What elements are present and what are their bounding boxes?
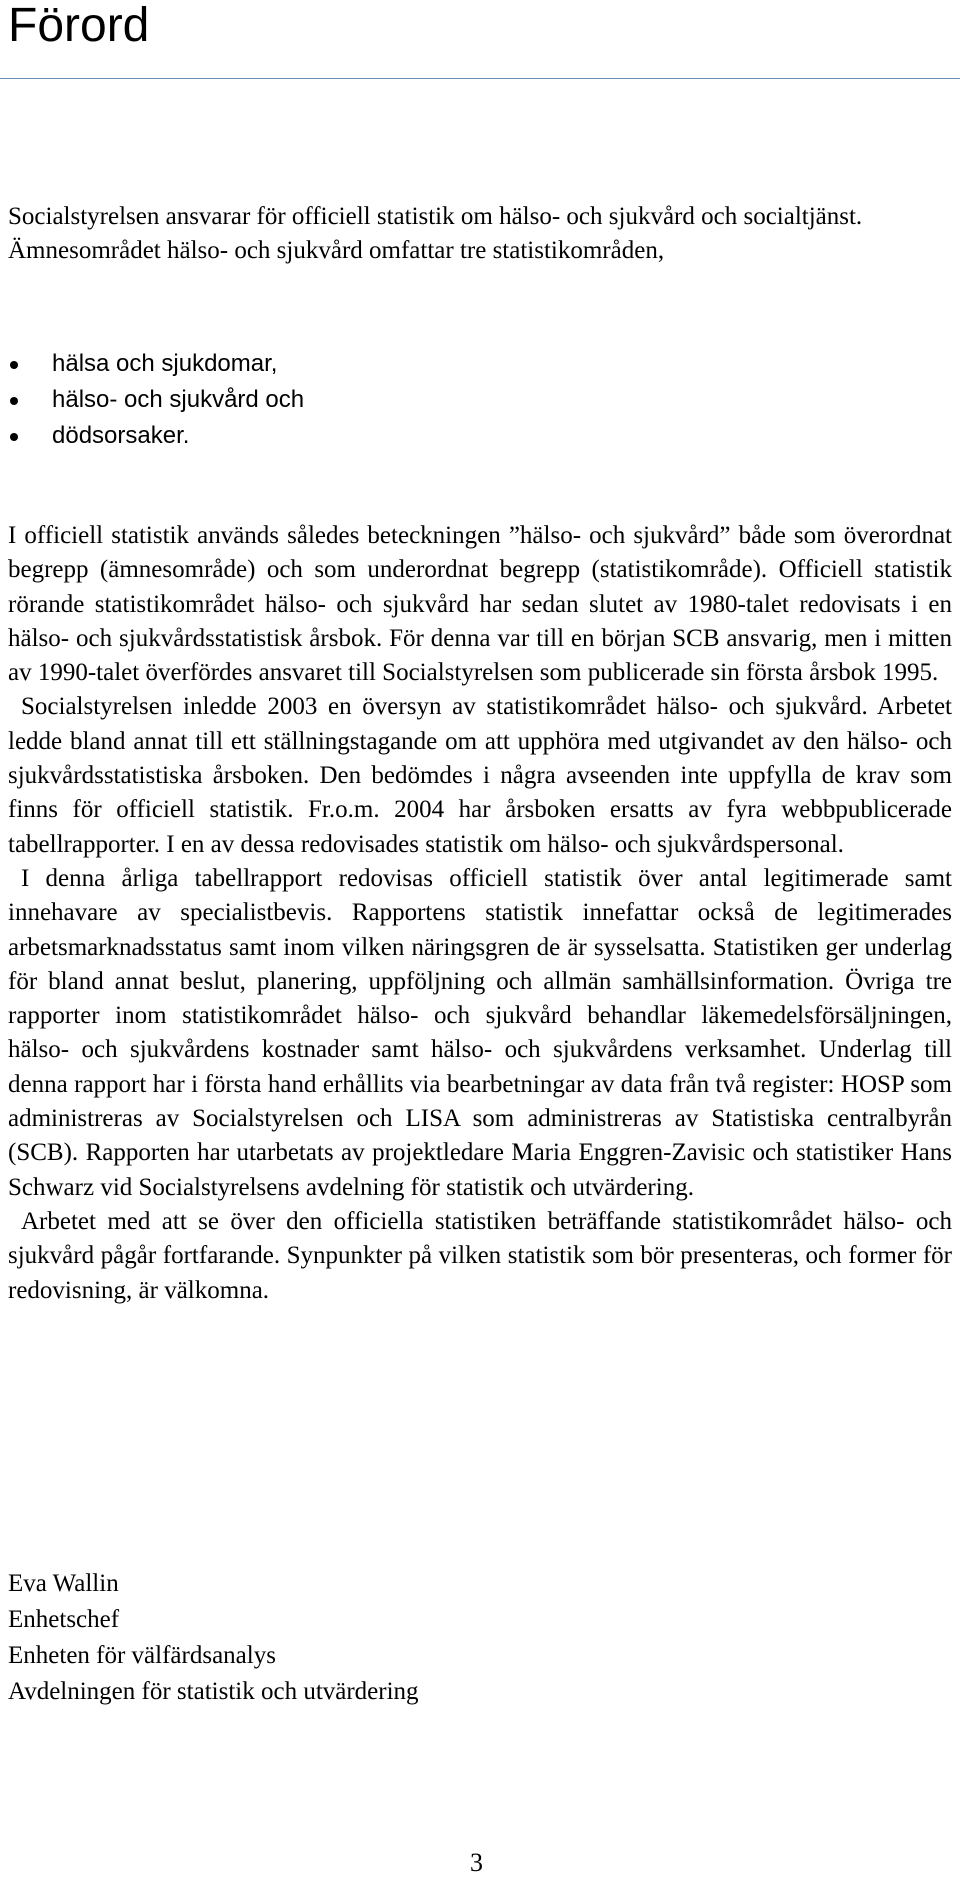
paragraph-report: I denna årliga tabellrapport redovisas officiell statistik över antal legitimerade samt innehavare av specialistbevis. Rapportens statistik innefattar också de legitimerades arbetsmarknadsstatus samt inom vilken näringsgren de är sysselsatta. Statistiken ger underlag för bland annat beslut, planering, uppföljning och allmän samhällsinformation. Övriga tre rapporter inom statistikområdet hälso- och sjukvård behandlar läkemedelsförsäljningen, hälso- och sjukvårdens kostnader samt hälso- och sjukvårdens verksamhet. Underlag till denna rapport har i första hand erhållits via bearbetningar av data från två register: HOSP som administreras av Socialstyrelsen och LISA som administreras av Statistiska centralbyrån (SCB). Rapporten har utarbetats av projektledare Maria Enggren-Zavisic och statistiker Hans Schwarz vid Socialstyrelsens avdelning för statistik och utvärdering. [8,864,952,1201]
list-item-text: hälsa och sjukdomar, [52,350,278,377]
intro-paragraph: Socialstyrelsen ansvarar för officiell statistik om hälso- och sjukvård och socialtjänst. Ämnesområdet hälso- och sjukvård omfattar tre statistikområden, [8,203,863,265]
list-item [8,382,304,418]
list-item-text: dödsorsaker. [52,422,190,449]
main-text [8,519,952,1308]
bullet-icon [10,397,18,405]
paragraph-terminology: I officiell statistik används således beteckningen ”hälso- och sjukvård” både som överordnat begrepp (ämnesområde) och som underordnat begrepp (statistikområde). Officiell statistik rörande statistikområdet hälso- och sjukvård har sedan slutet av 1980-talet redovisats i en hälso- och sjukvårdsstatistisk årsbok. För denna var till en början SCB ansvarig, men i mitten av 1990-talet överfördes ansvaret till Socialstyrelsen som publicerade sin första årsbok 1995. [8,522,952,687]
signature-unit: Enheten för välfärdsanalys [8,1642,276,1669]
intro-section [8,200,952,269]
list-item [8,418,304,454]
topic-list [8,346,304,454]
signature-role: Enhetschef [8,1606,120,1633]
bullet-icon [10,361,18,369]
bullet-icon [10,433,18,441]
list-item-text: hälso- och sjukvård och [52,386,305,413]
signature-name: Eva Wallin [8,1570,119,1597]
title-divider [0,78,960,79]
paragraph-ongoing: Arbetet med att se över den officiella statistiken beträffande statistikområdet hälso- och sjukvård pågår fortfarande. Synpunkter på vilken statistik som bör presenteras, och former för redovisning, är välkomna. [8,1207,952,1304]
signature-department: Avdelningen för statistik och utvärdering [8,1678,419,1705]
paragraph-review: Socialstyrelsen inledde 2003 en översyn av statistikområdet hälso- och sjukvård. Arbetet ledde bland annat till ett ställningstagande om att upphöra med utgivandet av den hälso- och sjukvårdsstatistiska årsboken. Den bedömdes i några avseenden inte uppfylla de krav som finns för officiell statistik. Fr.o.m. 2004 har årsboken ersatts av fyra webbpublicerade tabellrapporter. I en av dessa redovisades statistik om hälso- och sjukvårdspersonal. [8,693,952,858]
page-number: 3 [470,1848,483,1877]
page-title: Förord [8,0,150,52]
signature-block [8,1566,419,1710]
list-item [8,346,304,382]
